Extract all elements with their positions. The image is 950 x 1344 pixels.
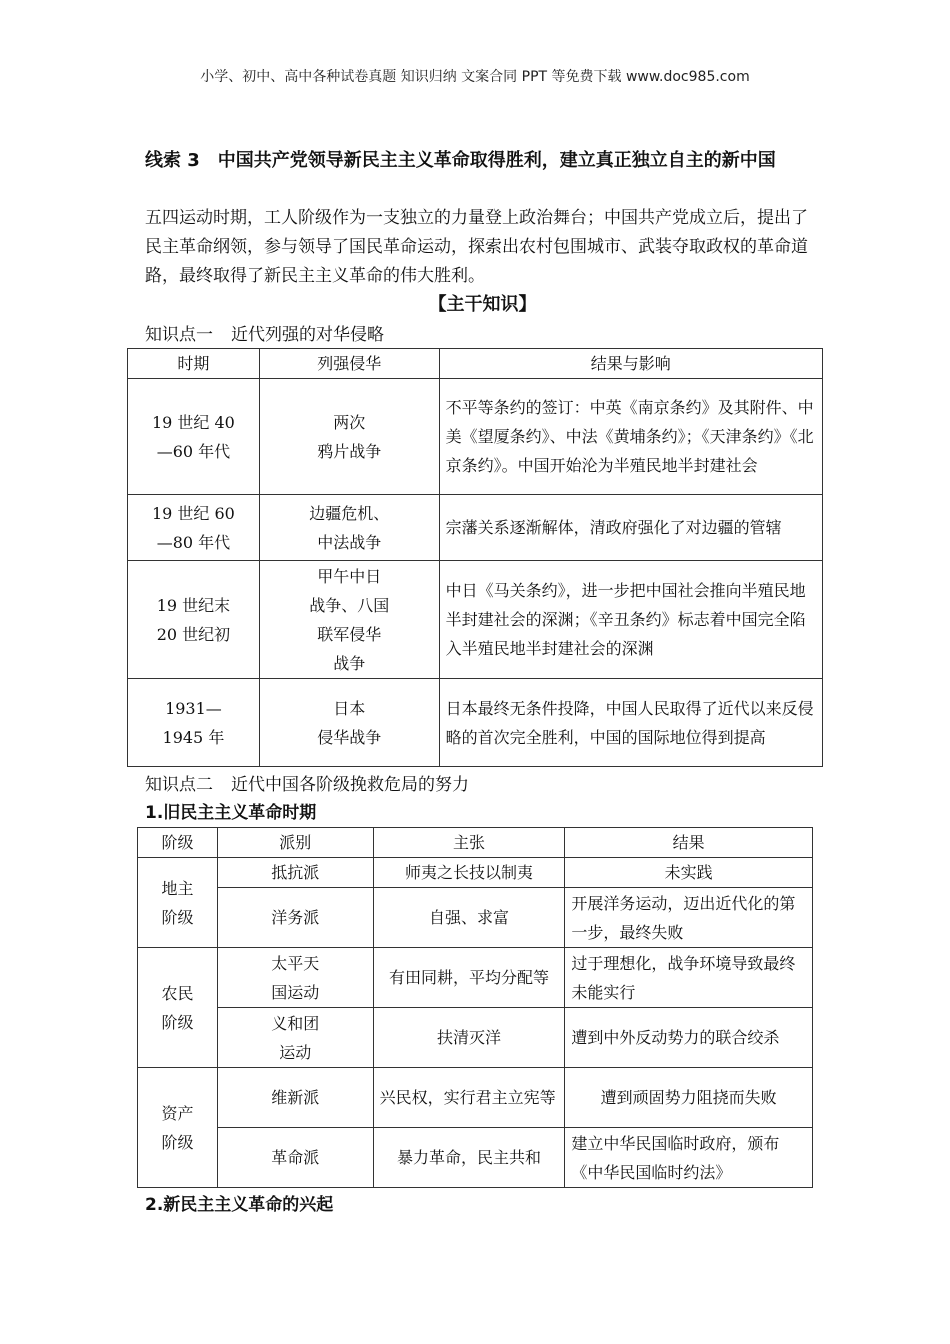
result-cell: 不平等条约的签订：中英《南京条约》及其附件、中美《望厦条约》、中法《黄埔条约》；《天津条约》《北京条约》。中国开始沦为半殖民地半封建社会 — [439, 379, 822, 495]
table-row — [138, 1008, 813, 1068]
subsection-1: 1.旧民主主义革命时期 — [145, 803, 317, 823]
result-cell: 中日《马关条约》，进一步把中国社会推向半殖民地半封建社会的深渊；《辛丑条约》标志着中国完全陷入半殖民地半封建社会的深渊 — [439, 561, 822, 679]
class-efforts-table — [137, 827, 813, 1188]
period-line: 1945 年 — [162, 727, 225, 747]
class-line: 阶级 — [161, 1132, 194, 1152]
table-header-row — [128, 349, 823, 379]
period-line: 19 世纪 40 — [151, 412, 235, 432]
intro-paragraph: 五四运动时期，工人阶级作为一支独立的力量登上政治舞台；中国共产党成立后，提出了民主革命纲领，参与领导了国民革命运动，探索出农村包围城市、武装夺取政权的革命道路，最终取得了新民主主义革命的伟大胜利。 — [145, 208, 808, 286]
invasion-line: 联军侵华 — [317, 624, 382, 644]
result-cell: 遭到顽固势力阻挠而失败 — [565, 1068, 813, 1128]
faction-cell: 抵抗派 — [217, 858, 373, 888]
header-class: 阶级 — [138, 828, 218, 858]
header-invasion: 列强侵华 — [259, 349, 439, 379]
table-row — [138, 1128, 813, 1188]
period-cell — [128, 495, 260, 561]
claim-cell: 有田同耕，平均分配等 — [373, 948, 565, 1008]
period-line: —80 年代 — [156, 532, 231, 552]
class-line: 资产 — [161, 1103, 194, 1123]
faction-cell: 革命派 — [217, 1128, 373, 1188]
class-cell — [138, 948, 218, 1068]
invasion-table — [127, 348, 823, 767]
invasion-line: 边疆危机、 — [309, 503, 390, 523]
table-row — [128, 561, 823, 679]
clue-prefix: 线索 3 — [145, 150, 200, 171]
period-line: 19 世纪 60 — [151, 503, 235, 523]
period-line: —60 年代 — [156, 441, 231, 461]
faction-line: 运动 — [279, 1042, 312, 1062]
table-row — [128, 495, 823, 561]
invasion-cell — [259, 379, 439, 495]
kp1-label: 知识点一 — [145, 325, 213, 345]
table-row — [138, 948, 813, 1008]
result-cell: 日本最终无条件投降，中国人民取得了近代以来反侵略的首次完全胜利，中国的国际地位得到提高 — [439, 679, 822, 767]
table-row — [138, 858, 813, 888]
result-cell: 建立中华民国临时政府，颁布《中华民国临时约法》 — [565, 1128, 813, 1188]
class-cell — [138, 1068, 218, 1188]
invasion-cell — [259, 679, 439, 767]
class-line: 农民 — [161, 983, 194, 1003]
invasion-line: 鸦片战争 — [317, 441, 382, 461]
result-cell: 未实践 — [565, 858, 813, 888]
table-row — [138, 1068, 813, 1128]
claim-cell: 自强、求富 — [373, 888, 565, 948]
period-line: 19 世纪末 — [156, 595, 231, 615]
result-cell: 宗藩关系逐渐解体，清政府强化了对边疆的管辖 — [439, 495, 822, 561]
invasion-line: 日本 — [333, 698, 366, 718]
kp1-title: 近代列强的对华侵略 — [231, 325, 384, 345]
clue-title: 中国共产党领导新民主主义革命取得胜利，建立真正独立自主的新中国 — [217, 150, 776, 171]
knowledge-point-2 — [145, 770, 469, 795]
faction-cell: 洋务派 — [217, 888, 373, 948]
period-line: 1931— — [165, 698, 222, 718]
table-row — [128, 679, 823, 767]
invasion-line: 甲午中日 — [317, 566, 382, 586]
period-cell — [128, 379, 260, 495]
faction-cell — [217, 1008, 373, 1068]
faction-cell: 维新派 — [217, 1068, 373, 1128]
claim-cell: 扶清灭洋 — [373, 1008, 565, 1068]
table-header-row — [138, 828, 813, 858]
header-result: 结果 — [565, 828, 813, 858]
period-cell — [128, 679, 260, 767]
subsection-2: 2.新民主主义革命的兴起 — [145, 1195, 334, 1215]
period-line: 20 世纪初 — [156, 624, 231, 644]
header-result: 结果与影响 — [439, 349, 822, 379]
invasion-line: 战争、八国 — [309, 595, 390, 615]
result-cell: 过于理想化，战争环境导致最终未能实行 — [565, 948, 813, 1008]
result-cell: 遭到中外反动势力的联合绞杀 — [565, 1008, 813, 1068]
result-cell: 开展洋务运动，迈出近代化的第一步，最终失败 — [565, 888, 813, 948]
faction-line: 国运动 — [271, 982, 320, 1002]
site-banner: 小学、初中、高中各种试卷真题 知识归纳 文案合同 PPT 等免费下载 www.doc985.com — [200, 69, 750, 85]
section-title: 【主干知识】 — [428, 294, 537, 315]
faction-line: 太平天 — [271, 953, 320, 973]
period-cell — [128, 561, 260, 679]
invasion-line: 两次 — [333, 412, 366, 432]
invasion-line: 战争 — [333, 653, 366, 673]
invasion-line: 中法战争 — [317, 532, 382, 552]
table-row — [128, 379, 823, 495]
header-faction: 派别 — [217, 828, 373, 858]
invasion-line: 侵华战争 — [317, 727, 382, 747]
claim-cell: 暴力革命，民主共和 — [373, 1128, 565, 1188]
kp2-label: 知识点二 — [145, 775, 213, 795]
kp2-title: 近代中国各阶级挽救危局的努力 — [231, 775, 469, 795]
faction-line: 义和团 — [271, 1013, 320, 1033]
invasion-cell — [259, 495, 439, 561]
faction-cell — [217, 948, 373, 1008]
invasion-cell — [259, 561, 439, 679]
clue-heading — [145, 146, 820, 175]
class-line: 阶级 — [161, 1012, 194, 1032]
claim-cell: 兴民权，实行君主立宪等 — [373, 1068, 565, 1128]
class-line: 阶级 — [161, 907, 194, 927]
claim-cell: 师夷之长技以制夷 — [373, 858, 565, 888]
class-cell — [138, 858, 218, 948]
header-claim: 主张 — [373, 828, 565, 858]
knowledge-point-1 — [145, 320, 384, 345]
table-row — [138, 888, 813, 948]
header-period: 时期 — [128, 349, 260, 379]
class-line: 地主 — [161, 878, 194, 898]
